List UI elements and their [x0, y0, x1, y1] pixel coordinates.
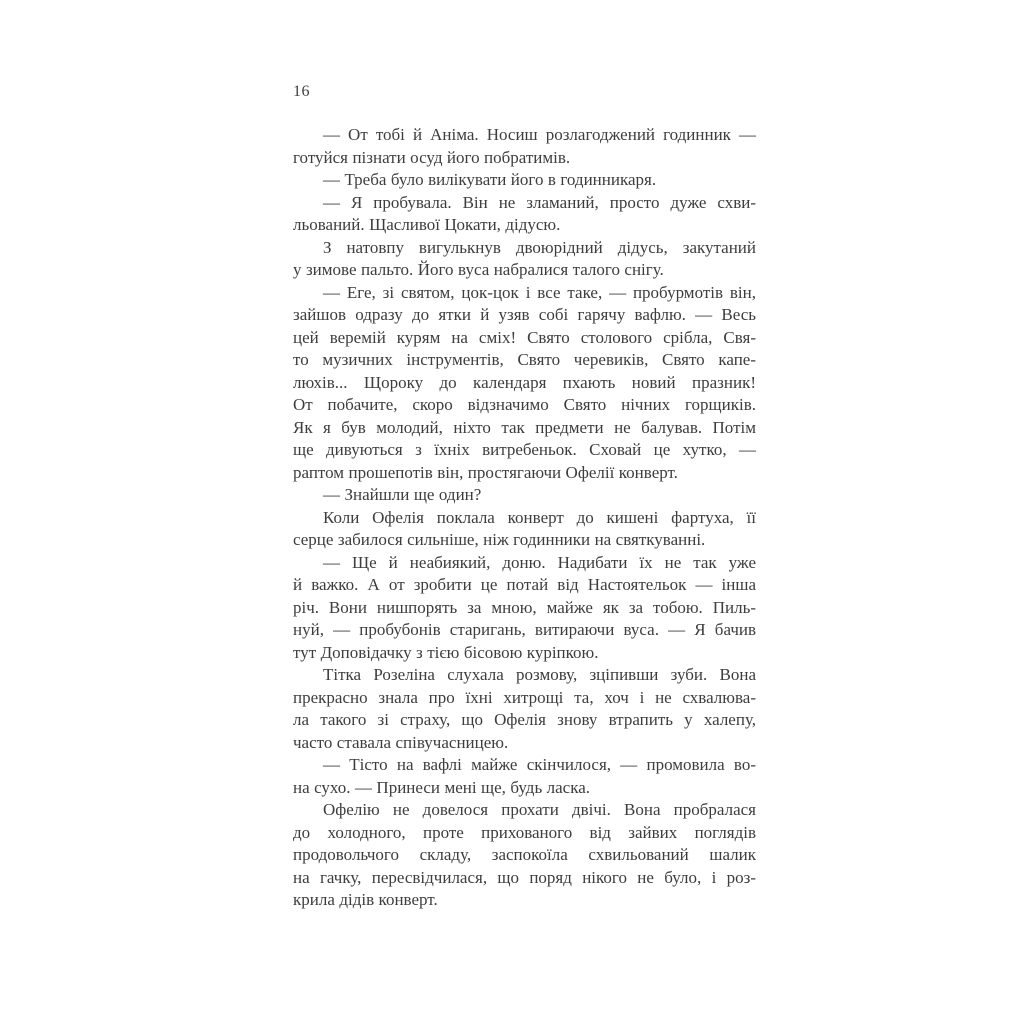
paragraph [293, 754, 756, 799]
text-line: цей веремій курям на сміх! Свято столового срібла, Свя- [293, 327, 756, 347]
paragraph [293, 484, 756, 507]
text-line: ще дивуються з їхніх витребеньок. Сховай це хутко, — [293, 440, 756, 459]
text-line: прекрасно знала про їхні хитрощі та, хоч і не схвалюва- [293, 687, 756, 707]
text-line: — Ще й неабиякий, доню. Надибати їх не так уже [323, 552, 756, 572]
text-line: — Знайшли ще один? [323, 485, 482, 504]
paragraph [293, 124, 756, 169]
paragraph [293, 192, 756, 237]
text-line: річ. Вони нишпорять за мною, майже як за тобою. Пиль- [293, 597, 756, 617]
text-line: часто ставала співучасницею. [293, 732, 509, 752]
text-line: крила дідів конверт. [293, 890, 438, 909]
text-line: тут Доповідачку з тією бісовою куріпкою. [293, 642, 599, 662]
text-line: нуй, — пробубонів старигань, витираючи вуса. — Я бачив [293, 620, 756, 639]
paragraph [293, 507, 756, 552]
text-line: у зимове пальто. Його вуса набралися талого снігу. [293, 260, 664, 279]
body-text [293, 124, 756, 912]
text-line: раптом прошепотів він, простягаючи Офелії конверт. [293, 462, 678, 482]
paragraph [293, 237, 756, 282]
text-line: — Я пробувала. Він не зламаний, просто дуже схви- [323, 192, 756, 212]
text-line: Як я був молодий, ніхто так предмети не балував. Потім [293, 417, 756, 437]
paragraph [293, 664, 756, 754]
text-line: — От тобі й Аніма. Носиш розлагоджений годинник — [323, 125, 756, 144]
text-line: Коли Офелія поклала конверт до кишені фартуха, її [323, 507, 756, 527]
text-line: продовольчого складу, заспокоїла схвильований шалик [293, 845, 756, 864]
text-line: серце забилося сильніше, ніж годинники на святкуванні. [293, 530, 706, 549]
text-line: й важко. А от зробити це потай від Настоятельок — інша [293, 575, 756, 594]
paragraph [293, 552, 756, 665]
text-line: — Еге, зі святом, цок-цок і все таке, — пробурмотів він, [323, 282, 756, 302]
text-line: Тітка Розеліна слухала розмову, зціпивши зуби. Вона [323, 665, 756, 684]
text-line: — Треба було вилікувати його в годинникаря. [323, 170, 657, 189]
paragraph [293, 169, 756, 192]
text-line: на сухо. — Принеси мені ще, будь ласка. [293, 777, 591, 797]
text-line: Офелію не довелося прохати двічі. Вона пробралася [323, 800, 756, 819]
text-line: зайшов одразу до ятки й узяв собі гарячу вафлю. — Весь [293, 305, 756, 324]
text-line: льований. Щасливої Цокати, дідусю. [293, 215, 561, 234]
page-number: 16 [293, 83, 310, 100]
text-line: От побачите, скоро відзначимо Свято нічних горщиків. [293, 395, 756, 414]
text-line: до холодного, проте прихованого від зайвих поглядів [293, 822, 756, 842]
text-line: люхів... Щороку до календаря пхають новий празник! [293, 372, 756, 392]
paragraph [293, 282, 756, 485]
text-line: ла такого зі страху, що Офелія знову втрапить у халепу, [293, 710, 756, 729]
text-line: то музичних інструментів, Свято черевиків, Свято капе- [293, 350, 756, 369]
text-line: готуйся пізнати осуд його побратимів. [293, 147, 571, 167]
text-line: З натовпу вигулькнув двоюрідний дідусь, закутаний [323, 237, 756, 257]
text-line: на гачку, пересвідчилася, що поряд нікого не було, і роз- [293, 867, 756, 887]
text-line: — Тісто на вафлі майже скінчилося, — промовила во- [323, 755, 756, 774]
paragraph [293, 799, 756, 912]
